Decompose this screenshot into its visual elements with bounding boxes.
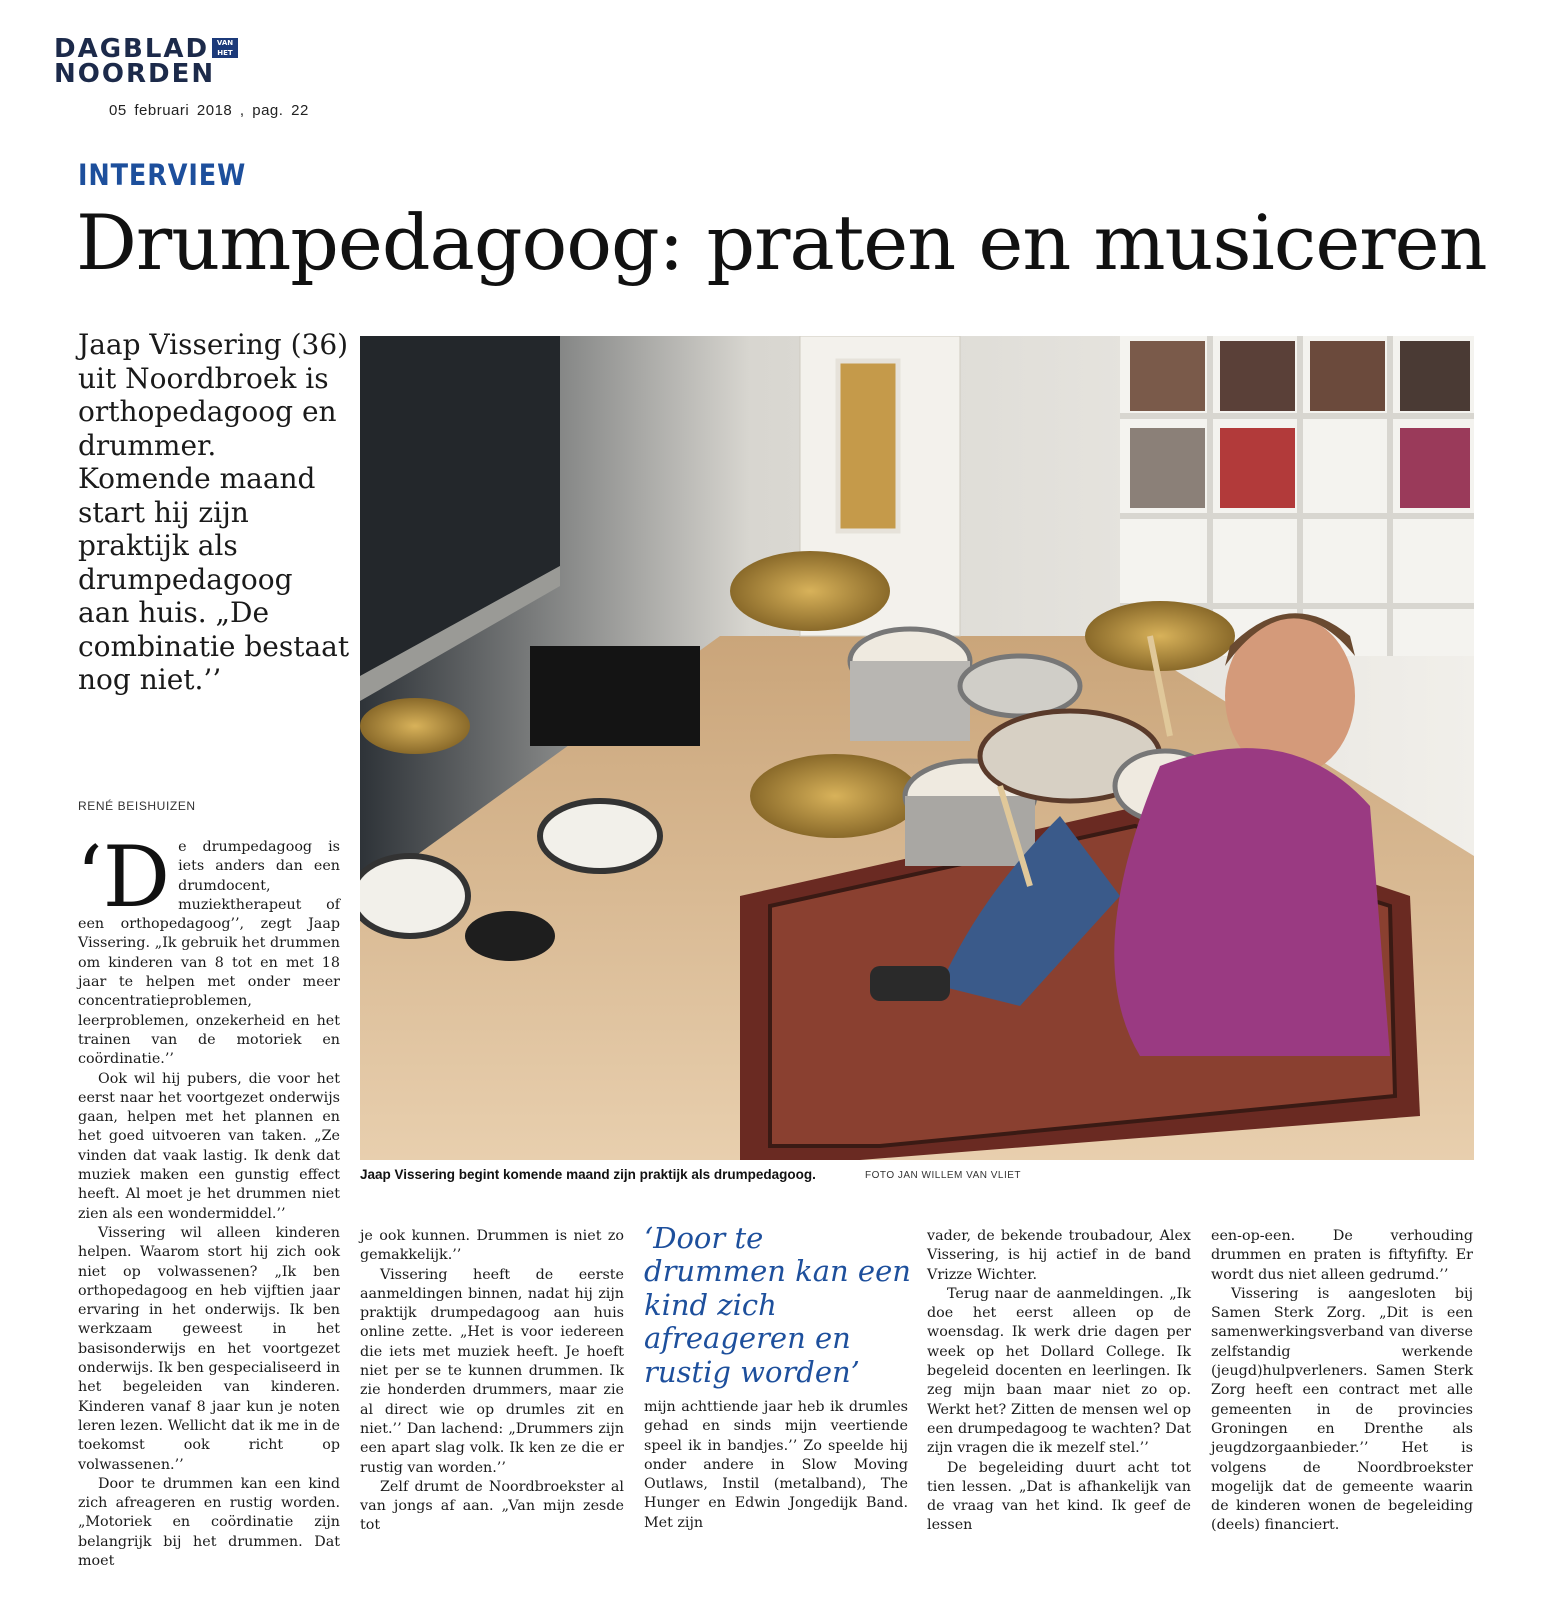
byline: RENÉ BEISHUIZEN — [78, 799, 196, 813]
logo-tag: VAN HET — [212, 38, 238, 58]
article-photo — [360, 336, 1474, 1160]
pull-quote: ‘Door te drummen kan een kind zich afreageren en rustig worden’ — [644, 1221, 911, 1389]
article-column-5 — [1211, 1227, 1473, 1536]
paragraph: De begeleiding duurt acht tot tien lessen. „Dat is afhankelijk van de vraag van het kind. Ik geef de lessen — [927, 1459, 1191, 1534]
section-kicker: INTERVIEW — [78, 158, 247, 192]
article-column-1 — [76, 828, 340, 1571]
paragraph: Vissering wil alleen kinderen helpen. Waarom stort hij zich ook niet op volwassenen? „Ik ben orthopedagoog en heb vijftien jaar ervaring in het onderwijs. Ik ben werkzaam geweest in het basisonderwijs en het voortgezet onderwijs. Ik ben gespecialiseerd in het begeleiden van kinderen. Kinderen vanaf 8 jaar kun je noten leren lezen. Wellicht dat ik me in de toekomst ook richt op volwassenen.’’ — [78, 1224, 340, 1473]
logo-line-1: DAGBLAD — [54, 34, 210, 64]
paragraph: Vissering heeft de eerste aanmeldingen binnen, nadat hij zijn praktijk drumpedagoog aan huis online zette. „Het is voor iedereen die iets met muziek heeft. Je hoeft niet per se te kunnen drummen. Ik zie honderden drummers, maar zie al direct wie op drumles zit en niet.’’ Dan lachend: „Drummers zijn een apart slag volk. Ik ken ze die er rustig van worden.’’ — [360, 1266, 624, 1476]
photo-illustration — [360, 336, 1474, 1160]
photo-caption: Jaap Vissering begint komende maand zijn praktijk als drumpedagoog. — [360, 1167, 816, 1182]
paragraph: e drumpedagoog is iets anders dan een drumdocent, muziektherapeut of een orthopedagoog’’, zegt Jaap Vissering. „Ik gebruik het drummen om kinderen van 8 tot en met 18 jaar te helpen met onder meer concentratieproblemen, leerproblemen, onzekerheid en het trainen van de motoriek en coördinatie.’’ — [78, 839, 340, 1068]
intro-lead: Jaap Vissering (36) uit Noordbroek is orthopedagoog en drummer. Komende maand start hij zijn praktijk als drumpedagoog aan huis. „De combinatie bestaat nog niet.’’ — [78, 328, 350, 696]
logo-line-2: NOORDEN — [54, 59, 216, 89]
paragraph: Vissering is aangesloten bij Samen Sterk Zorg. „Dit is een samenwerkingsverband van diverse zelfstandig werkende (jeugd)hulpverleners. Samen Sterk Zorg heeft een contract met alle gemeenten in de provincies Groningen en Drenthe als jeugdzorgaanbieder.’’ Het is volgens de Noordbroekster mogelijk dat de gemeente waarin de kinderen wonen de begeleiding (deels) financiert. — [1211, 1285, 1473, 1534]
paragraph: mijn achttiende jaar heb ik drumles gehad en sinds mijn veertiende speel ik in bandjes.’’ Zo speelde hij onder andere in Slow Moving Outlaws, Instil (metalband), The Hunger en Edwin Jongedijk Band. Met zijn — [644, 1399, 908, 1531]
paragraph: Zelf drumt de Noordbroekster al van jongs af aan. „Van mijn zesde tot — [360, 1478, 624, 1534]
newspaper-logo — [54, 34, 244, 89]
article-column-3 — [644, 1398, 908, 1533]
article-column-4 — [927, 1227, 1191, 1536]
paragraph: Ook wil hij pubers, die voor het eerst naar het voortgezet onderwijs gaan, helpen met het plannen en het goed uitvoeren van taken. „Ze vinden dat vaak lastig. Ik denk dat muziek maken een gunstig effect heeft. Al moet je het drummen niet zien als een wondermiddel.’’ — [78, 1070, 340, 1222]
headline: Drumpedagoog: praten en musiceren — [76, 198, 1487, 287]
dateline: 05 februari 2018 , pag. 22 — [109, 102, 309, 119]
paragraph: Terug naar de aanmeldingen. „Ik doe het eerst alleen op de woensdag. Ik werk drie dagen per week op het Dollard College. Ik begeleid docenten en leerlingen. Ik zeg mijn baan maar niet zo op. Werkt het? Zitten de mensen wel op een drumpedagoog te wachten? Dat zijn vragen die ik mezelf stel.’’ — [927, 1285, 1191, 1457]
photo-credit: FOTO JAN WILLEM VAN VLIET — [865, 1170, 1022, 1181]
paragraph: je ook kunnen. Drummen is niet zo gemakkelijk.’’ — [360, 1228, 624, 1264]
article-column-2 — [360, 1227, 624, 1536]
paragraph: Door te drummen kan een kind zich afreageren en rustig worden. „Motoriek en coördinatie zijn belangrijk bij het drummen. Dat moet — [78, 1475, 340, 1569]
paragraph: vader, de bekende troubadour, Alex Vissering, is hij actief in de band Vrizze Wichter. — [927, 1228, 1191, 1283]
drop-cap: ‘D — [76, 828, 171, 926]
paragraph: een-op-een. De verhouding drummen en praten is fiftyfifty. Er wordt dus niet alleen gedrumd.’’ — [1211, 1228, 1473, 1283]
